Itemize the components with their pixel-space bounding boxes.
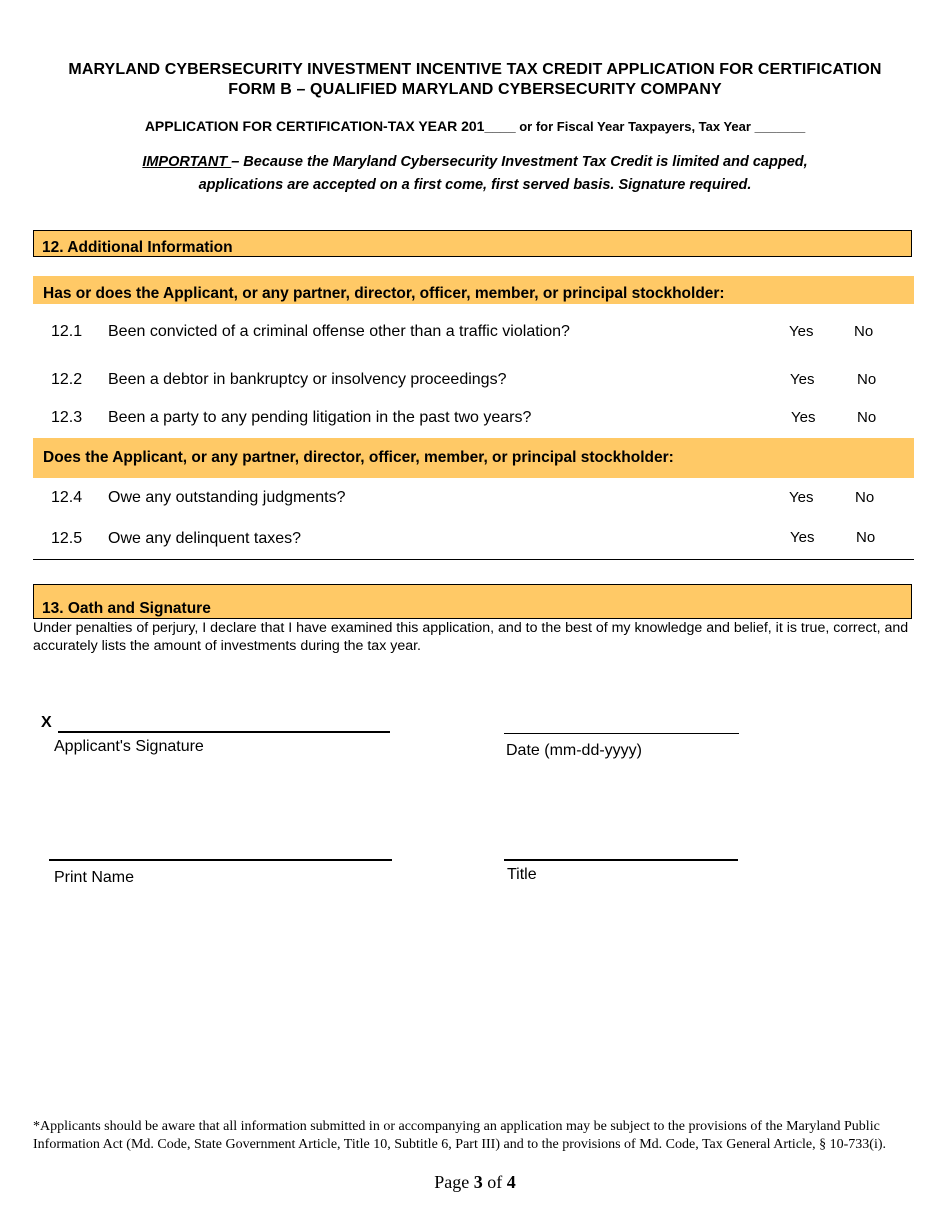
section-12-header xyxy=(33,230,912,257)
question-number: 12.5 xyxy=(51,530,83,547)
question-number: 12.3 xyxy=(51,409,83,426)
print-name-line[interactable] xyxy=(49,859,392,861)
no-option[interactable]: No xyxy=(854,323,874,340)
title-line[interactable] xyxy=(504,859,738,861)
yes-option[interactable]: Yes xyxy=(789,489,814,506)
no-option[interactable]: No xyxy=(855,489,875,506)
signature-line[interactable] xyxy=(58,731,390,733)
section-12-title: 12. Additional Information xyxy=(42,239,233,256)
question-text: Been a party to any pending litigation in the past two years? xyxy=(108,409,532,426)
title-label: Title xyxy=(507,866,537,883)
page-current: 3 xyxy=(473,1172,483,1192)
oath-text: Under penalties of perjury, I declare that I have examined this application, and to the best of my knowledge and belief, it is true, correct, and accurately lists the amount of investments during the tax year. xyxy=(33,620,909,654)
important-notice-line1 xyxy=(0,154,950,170)
footnote: *Applicants should be aware that all information submitted in or accompanying an application may be subject to the provisions of the Maryland Public Information Act (Md. Code, State Government Article, Title 10, Subtitle 6, Part III) and to the provisions of Md. Code, Tax General Article, § 10-733(i). xyxy=(33,1119,887,1152)
date-label: Date (mm-dd-yyyy) xyxy=(506,742,643,759)
form-title-line1: MARYLAND CYBERSECURITY INVESTMENT INCENTIVE TAX CREDIT APPLICATION FOR CERTIFICATION xyxy=(68,61,882,78)
page-of: of xyxy=(482,1172,507,1192)
tax-year-fiscal: or for Fiscal Year Taxpayers, Tax Year _______ xyxy=(515,119,806,134)
date-line[interactable] xyxy=(504,733,739,734)
yes-option[interactable]: Yes xyxy=(789,323,814,340)
no-option[interactable]: No xyxy=(856,529,876,546)
page-total: 4 xyxy=(506,1172,516,1192)
page-prefix: Page xyxy=(434,1172,474,1192)
no-option[interactable]: No xyxy=(857,409,877,426)
yes-option[interactable]: Yes xyxy=(790,371,815,388)
form-title-line2: FORM B – QUALIFIED MARYLAND CYBERSECURITY COMPANY xyxy=(228,81,722,98)
yes-option[interactable]: Yes xyxy=(791,409,816,426)
yes-option[interactable]: Yes xyxy=(790,529,815,546)
question-number: 12.1 xyxy=(51,323,83,340)
no-option[interactable]: No xyxy=(857,371,877,388)
question-text: Been a debtor in bankruptcy or insolvency proceedings? xyxy=(108,371,507,388)
group1-heading: Has or does the Applicant, or any partner, director, officer, member, or principal stockholder: xyxy=(43,285,725,302)
signature-x-mark: X xyxy=(41,714,52,731)
question-text: Been convicted of a criminal offense other than a traffic violation? xyxy=(108,323,570,340)
group2-heading: Does the Applicant, or any partner, director, officer, member, or principal stockholder: xyxy=(43,449,674,466)
question-text: Owe any delinquent taxes? xyxy=(108,530,302,547)
group2-heading-bar xyxy=(33,438,914,478)
question-text: Owe any outstanding judgments? xyxy=(108,489,346,506)
question-number: 12.4 xyxy=(51,489,83,506)
tax-year-main: APPLICATION FOR CERTIFICATION-TAX YEAR 201____ xyxy=(144,118,516,134)
section-13-header xyxy=(33,584,912,619)
important-text: – Because the Maryland Cybersecurity Investment Tax Credit is limited and capped, xyxy=(231,154,808,170)
question-number: 12.2 xyxy=(51,371,83,388)
important-label: IMPORTANT xyxy=(142,154,232,170)
important-notice-line2: applications are accepted on a first come, first served basis. Signature required. xyxy=(198,177,752,193)
print-name-label: Print Name xyxy=(54,869,135,886)
section-12-bottom-rule xyxy=(33,559,914,560)
page-number xyxy=(0,1172,950,1193)
group1-heading-bar xyxy=(33,276,914,304)
section-13-title: 13. Oath and Signature xyxy=(42,600,211,617)
tax-year-line xyxy=(0,118,950,134)
signature-label: Applicant's Signature xyxy=(54,738,204,755)
